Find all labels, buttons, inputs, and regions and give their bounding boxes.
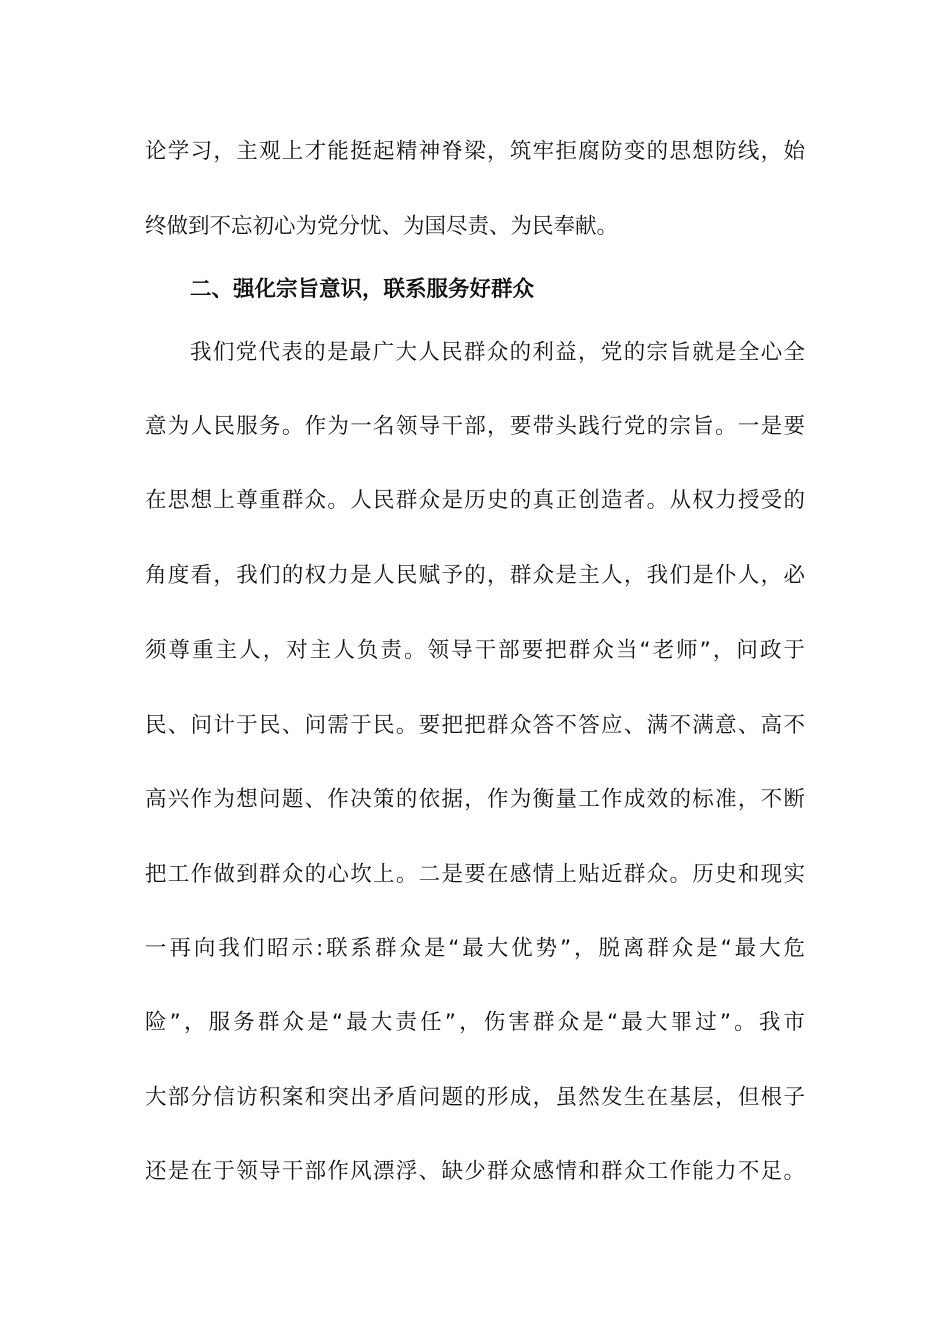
paragraph-line: 角度看，我们的权力是人民赋予的，群众是主人，我们是仆人，必 bbox=[145, 563, 805, 588]
paragraph-line: 须尊重主人，对主人负责。领导干部要把群众当“老师”，问政于 bbox=[145, 638, 805, 663]
paragraph-line: 论学习，主观上才能挺起精神脊梁，筑牢拒腐防变的思想防线，始 bbox=[145, 139, 805, 164]
paragraph-line: 我们党代表的是最广大人民群众的利益，党的宗旨就是全心全 bbox=[190, 340, 805, 365]
paragraph-line: 把工作做到群众的心坎上。二是要在感情上贴近群众。历史和现实 bbox=[145, 862, 805, 887]
paragraph-line: 险”，服务群众是“最大责任”，伤害群众是“最大罪过”。我市 bbox=[145, 1010, 805, 1035]
paragraph-line: 大部分信访积案和突出矛盾问题的形成，虽然发生在基层，但根子 bbox=[145, 1085, 805, 1110]
paragraph-line: 意为人民服务。作为一名领导干部，要带头践行党的宗旨。一是要 bbox=[145, 414, 805, 439]
paragraph-line: 在思想上尊重群众。人民群众是历史的真正创造者。从权力授受的 bbox=[145, 488, 805, 513]
paragraph-line: 高兴作为想问题、作决策的依据，作为衡量工作成效的标准，不断 bbox=[145, 787, 805, 812]
paragraph-line: 一再向我们昭示:联系群众是“最大优势”，脱离群众是“最大危 bbox=[145, 936, 805, 961]
paragraph-line: 还是在于领导干部作风漂浮、缺少群众感情和群众工作能力不足。 bbox=[145, 1159, 805, 1184]
paragraph-line: 民、问计于民、问需于民。要把把群众答不答应、满不满意、高不 bbox=[145, 713, 805, 738]
paragraph-line: 终做到不忘初心为党分忧、为国尽责、为民奉献。 bbox=[145, 214, 619, 239]
section-heading: 二、强化宗旨意识，联系服务好群众 bbox=[190, 277, 535, 302]
